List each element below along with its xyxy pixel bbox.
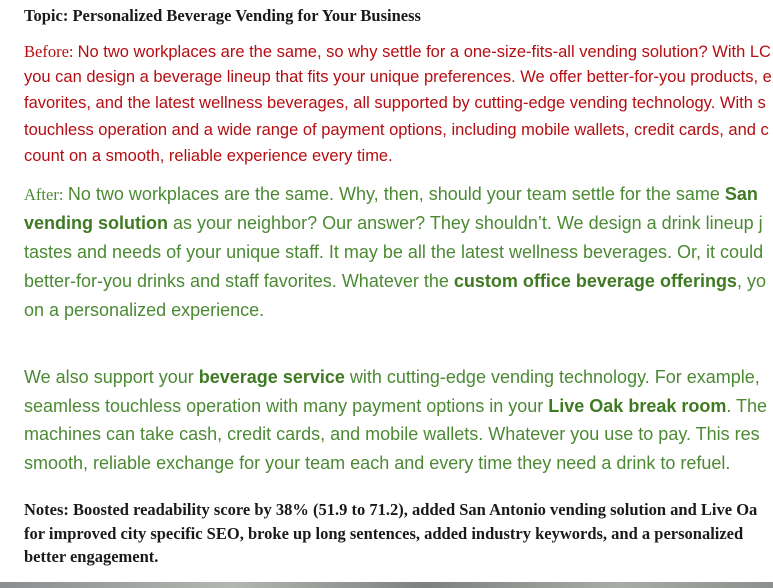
after-text-4-tail: , yo: [736, 271, 766, 291]
after-text-4: better-for-you drinks and staff favorites. Whatever the: [24, 271, 454, 291]
after-keyword-vending-solution: vending solution: [24, 213, 168, 233]
after-p2-text-1-tail: with cutting-edge vending technology. For example,: [344, 367, 760, 387]
notes-line-3: better engagement.: [24, 547, 159, 566]
after-label: After:: [24, 185, 64, 204]
bottom-image-strip: [0, 582, 773, 588]
after-keyword-custom-offerings: custom office beverage offerings: [453, 271, 737, 291]
after-text-1: No two workplaces are the same. Why, then, should your team settle for the same: [67, 184, 725, 204]
after-p2-text-1: We also support your: [24, 367, 199, 387]
before-line-5: count on a smooth, reliable experience every time.: [24, 147, 393, 165]
before-text-1: No two workplaces are the same, so why settle for a one-size-fits-all vending solution? With LC: [77, 43, 771, 61]
after-p2-text-2: seamless touchless operation with many payment options in your: [24, 396, 549, 416]
after-p2-line-2: [24, 396, 767, 417]
before-line-2: you can design a beverage lineup that fits your unique preferences. We offer better-for-you products, e: [24, 68, 772, 86]
before-line-4: touchless operation and a wide range of payment options, including mobile wallets, credit cards, and c: [24, 121, 769, 139]
after-keyword-live-oak: Live Oak break room: [548, 396, 727, 416]
after-text-2: as your neighbor? Our answer? They shouldn’t. We design a drink lineup j: [168, 213, 763, 233]
after-line-4: [24, 271, 766, 292]
before-line-3: favorites, and the latest wellness beverages, all supported by cutting-edge vending technology. With s: [24, 94, 766, 112]
after-line-1: [24, 184, 758, 205]
notes-text-1: Boosted readability score by 38% (51.9 to 71.2), added San Antonio vending solution and Live Oa: [73, 500, 758, 519]
after-p2-line-1: [24, 367, 760, 388]
before-line-1: [24, 42, 771, 62]
after-keyword-beverage-service: beverage service: [198, 367, 345, 387]
after-keyword-san: San: [724, 184, 758, 204]
notes-line-2: for improved city specific SEO, broke up long sentences, added industry keywords, and a personalized: [24, 524, 744, 543]
topic-title: Personalized Beverage Vending for Your Business: [72, 6, 421, 25]
after-p2-line-4: smooth, reliable exchange for your team each and every time they need a drink to refuel.: [24, 453, 731, 473]
topic-label: Topic:: [24, 6, 69, 25]
after-p2-line-3: machines can take cash, credit cards, and mobile wallets. Whatever you use to pay. This res: [24, 424, 760, 444]
after-p2-text-2-tail: . The: [726, 396, 768, 416]
notes-label: Notes:: [24, 500, 69, 519]
after-line-3: tastes and needs of your unique staff. It may be all the latest wellness beverages. Or, it could: [24, 242, 764, 262]
before-label: Before:: [24, 42, 74, 61]
after-line-2: [24, 213, 763, 234]
notes-line-1: [24, 500, 757, 520]
topic-line: [24, 6, 421, 26]
after-line-5: on a personalized experience.: [24, 300, 265, 320]
